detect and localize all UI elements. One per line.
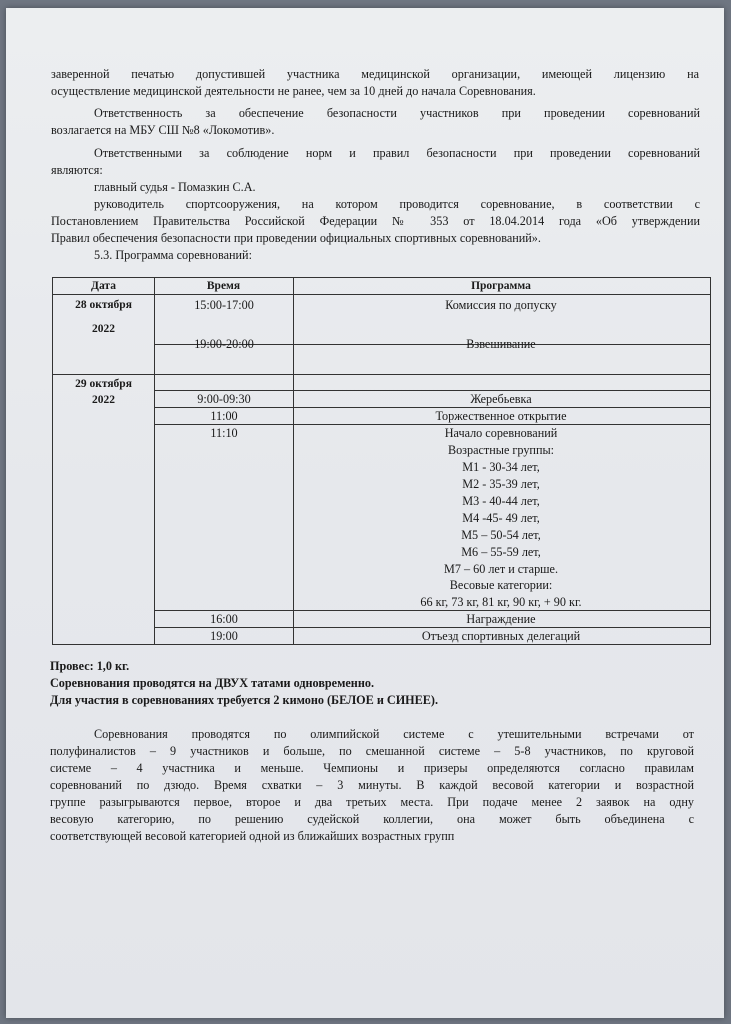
facility-head-line-3: Правил обеспечения безопасности при проведении официальных спортивных соревнований». — [51, 231, 541, 245]
day2-time-3: 11:10 — [210, 426, 238, 440]
rules-line-2: полуфиналистов – 9 участников и больше, по смешанной системе – 5-8 участников, по круговой — [50, 744, 694, 758]
day2-time-1: 9:00-09:30 — [197, 392, 251, 406]
rules-line-7: соответствующей весовой категорией одной из ближайших возрастных групп — [50, 829, 455, 843]
day1-year: 2022 — [92, 323, 115, 335]
age-group-m2: М2 - 35-39 лет, — [462, 477, 540, 491]
responsibility-line-1: Ответственность за обеспечение безопасности участников при проведении соревнований — [94, 106, 700, 120]
intro-line-2: осуществление медицинской деятельности не ранее, чем за 10 дней до начала Соревнования. — [51, 84, 536, 98]
day2-date: 29 октября — [75, 378, 132, 390]
program-table — [52, 277, 711, 645]
safety-line-2: являются: — [51, 163, 103, 177]
day2-year: 2022 — [92, 394, 115, 406]
header-program: Программа — [471, 280, 531, 292]
day2-program-5: Отъезд спортивных делегаций — [421, 629, 581, 643]
rules-line-3: системе – 4 участника и меньше. Чемпионы и призеры определяются согласно правилам — [50, 761, 694, 775]
rules-line-1: Соревнования проводятся по олимпийской системе с утешительными встречами от — [94, 727, 694, 741]
facility-head-line-2: Постановлением Правительства Российской Федерации № 353 от 18.04.2014 года «Об утверждении — [51, 214, 700, 228]
age-group-m4: М4 -45- 49 лет, — [462, 511, 540, 525]
age-group-m5: М5 – 50-54 лет, — [461, 528, 541, 542]
facility-head-line-1: руководитель спортсооружения, на котором проводится соревнование, в соответствии с — [94, 197, 700, 211]
day1-date: 28 октября — [75, 299, 132, 311]
intro-line-1: заверенной печатью допустившей участника медицинской организации, имеющей лицензию на — [51, 67, 699, 81]
weight-categories-title: Весовые категории: — [449, 578, 553, 592]
day1-time-2: 19:00-20:00 — [194, 337, 254, 351]
rules-line-4: соревнований по дзюдо. Время схватки – 3 минуты. В каждой весовой категории и возрастной — [50, 778, 694, 792]
day1-time-1: 15:00-17:00 — [194, 298, 254, 312]
weight-categories: 66 кг, 73 кг, 81 кг, 90 кг, + 90 кг. — [420, 595, 582, 609]
tatami-note: Соревнования проводятся на ДВУХ татами одновременно. — [50, 676, 374, 690]
weight-allowance-note: Провес: 1,0 кг. — [50, 659, 130, 673]
day2-time-5: 19:00 — [210, 629, 238, 643]
age-group-m6: М6 – 55-59 лет, — [461, 545, 541, 559]
day1-program-2: Взвешивание — [466, 337, 536, 351]
day2-program-2: Торжественное открытие — [435, 409, 567, 423]
age-groups-title: Возрастные группы: — [447, 443, 555, 457]
day2-time-2: 11:00 — [210, 409, 238, 423]
day2-program-3: Начало соревнований — [444, 426, 558, 440]
age-group-m3: М3 - 40-44 лет, — [462, 494, 540, 508]
section-title: 5.3. Программа соревнований: — [94, 248, 252, 262]
kimono-note: Для участия в соревнованиях требуется 2 кимоно (БЕЛОЕ и СИНЕЕ). — [50, 693, 439, 707]
responsibility-line-2: возлагается на МБУ СШ №8 «Локомотив». — [51, 123, 275, 137]
header-time: Время — [206, 280, 241, 292]
rules-line-6: весовую категорию, по решению судейской коллегии, она может быть объединена с — [50, 812, 694, 826]
chief-judge: главный судья - Помазкин С.А. — [94, 180, 256, 194]
day1-program-1: Комиссия по допуску — [445, 298, 557, 312]
age-group-m7: М7 – 60 лет и старше. — [443, 562, 558, 576]
day2-program-1: Жеребьевка — [470, 392, 532, 406]
age-group-m1: М1 - 30-34 лет, — [462, 460, 540, 474]
day2-time-4: 16:00 — [210, 612, 238, 626]
document-page — [6, 8, 724, 1018]
rules-line-5: группе разыгрываются первое, второе и два третьих места. При подаче менее 2 заявок на одну — [50, 795, 694, 809]
day2-program-4: Награждение — [466, 612, 536, 626]
safety-line-1: Ответственными за соблюдение норм и правил безопасности при проведении соревнований — [94, 146, 700, 160]
header-date: Дата — [91, 280, 116, 292]
